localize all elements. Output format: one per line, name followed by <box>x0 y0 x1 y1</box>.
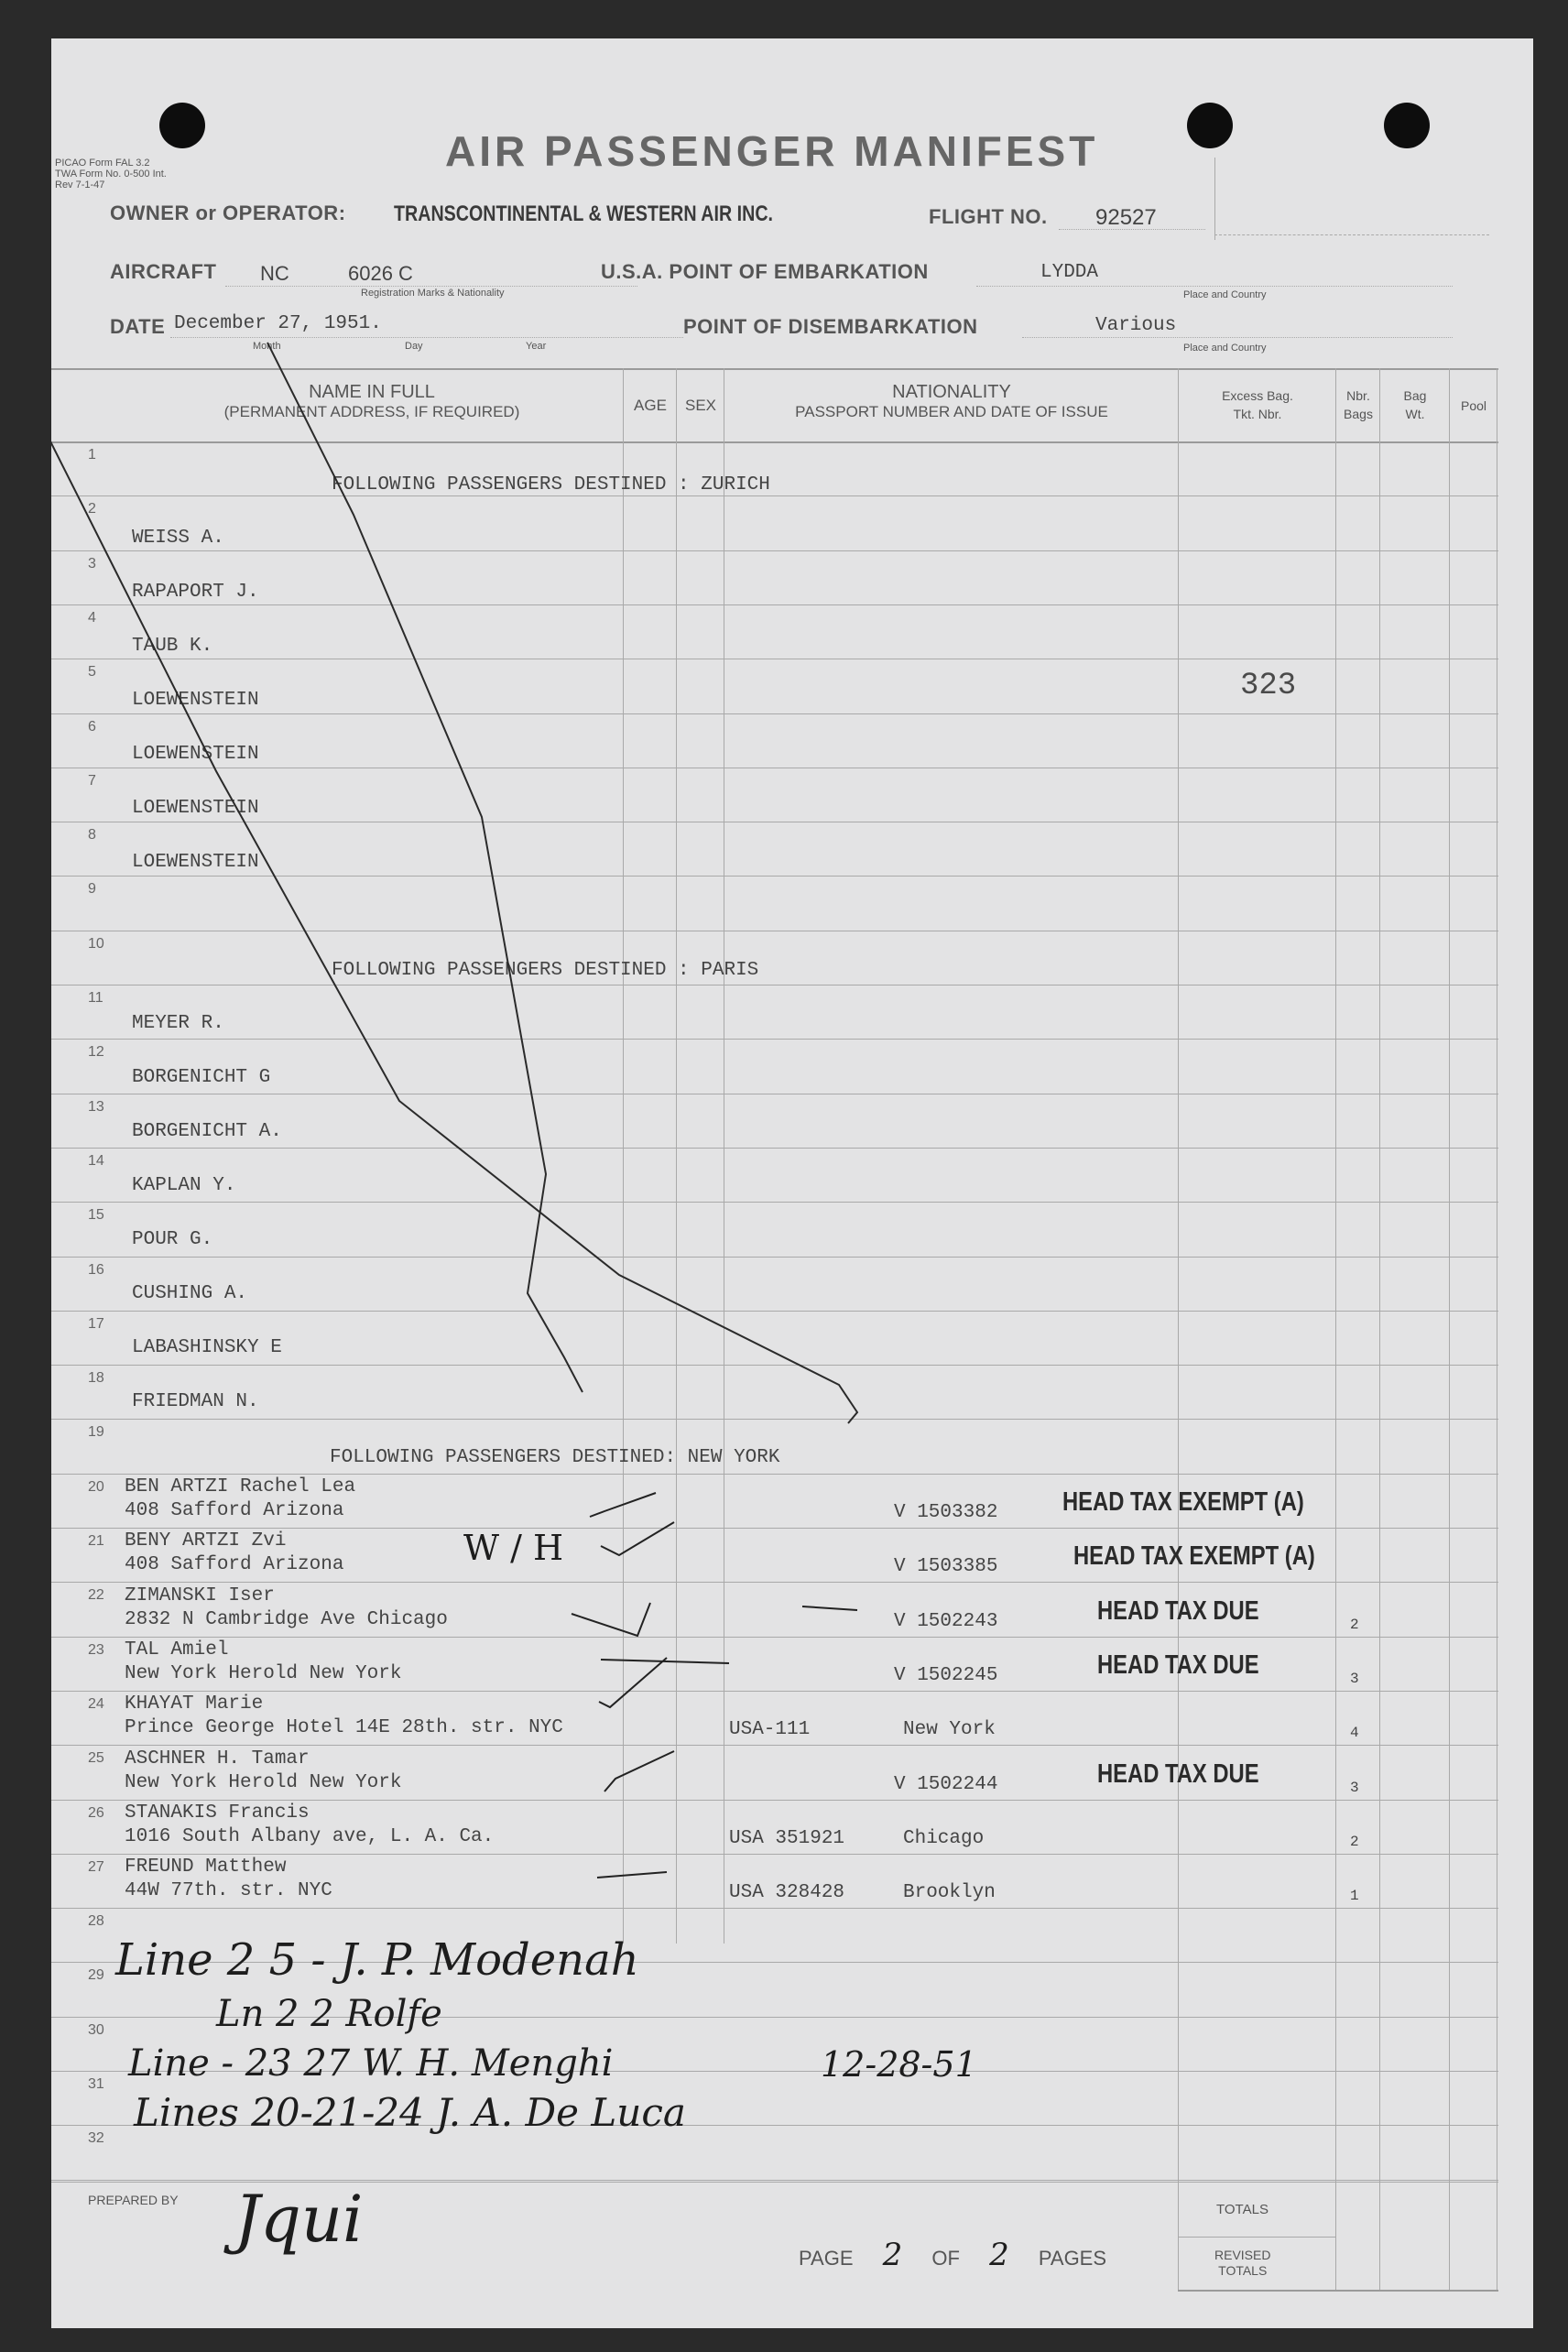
col-header-name: NAME IN FULL (PERMANENT ADDRESS, IF REQUIRED) <box>223 382 520 420</box>
date-label: DATE <box>110 315 166 338</box>
bag-count: 1 <box>1350 1888 1359 1904</box>
form-reference: PICAO Form FAL 3.2 TWA Form No. 0-500 Int. Rev 7-1-47 <box>55 158 167 191</box>
handwritten-note-line22: Ln 2 2 Rolfe <box>216 1993 442 2035</box>
row-number: 22 <box>88 1587 104 1603</box>
col-header-age: AGE <box>634 397 667 414</box>
section-zurich: FOLLOWING PASSENGERS DESTINED : ZURICH <box>332 474 770 495</box>
passenger-name: ZIMANSKI Iser <box>125 1585 275 1606</box>
checkmark <box>599 1658 667 1707</box>
col-header-nationality: NATIONALITY PASSPORT NUMBER AND DATE OF ISSUE <box>795 382 1108 420</box>
passenger-address: Prince George Hotel 14E 28th. str. NYC <box>125 1717 563 1738</box>
col-header-pool: Pool <box>1460 398 1487 413</box>
row-number: 4 <box>88 610 96 626</box>
row-number: 28 <box>88 1913 104 1929</box>
row-number: 30 <box>88 2022 104 2038</box>
row-number: 20 <box>88 1479 104 1495</box>
row-number: 6 <box>88 719 96 735</box>
embarkation-label: U.S.A. POINT OF EMBARKATION <box>601 260 929 283</box>
passenger-address: 1016 South Albany ave, L. A. Ca. <box>125 1826 495 1847</box>
passport-number: V 1502245 <box>894 1665 998 1686</box>
row-number: 19 <box>88 1424 104 1440</box>
passenger-name: BORGENICHT A. <box>132 1121 282 1142</box>
passenger-name: LOEWENSTEIN <box>132 852 259 873</box>
row-number: 16 <box>88 1262 104 1278</box>
excess-baggage-number: 323 <box>1240 669 1297 703</box>
passenger-name: LOEWENSTEIN <box>132 690 259 711</box>
passport-issue-city: Brooklyn <box>903 1882 996 1903</box>
passenger-name: KHAYAT Marie <box>125 1693 264 1715</box>
row-number: 13 <box>88 1099 104 1115</box>
checkmark <box>604 1751 674 1791</box>
passport-issue-city: New York <box>903 1719 996 1740</box>
bag-count: 2 <box>1350 1834 1359 1850</box>
checkmark <box>802 1606 857 1610</box>
passenger-name: WEISS A. <box>132 528 224 549</box>
row-number: 3 <box>88 556 96 572</box>
head-tax-stamp: HEAD TAX EXEMPT (A) <box>1073 1541 1315 1571</box>
passenger-name: LOEWENSTEIN <box>132 798 259 819</box>
col-header-bags: Nbr. Bags <box>1344 388 1373 421</box>
handwritten-note-line23-27: Line - 23 27 W. H. Menghi <box>128 2042 614 2085</box>
passenger-name: POUR G. <box>132 1229 213 1250</box>
bag-count: 3 <box>1350 1780 1359 1796</box>
disembarkation-label: POINT OF DISEMBARKATION <box>683 315 978 338</box>
passenger-address: 2832 N Cambridge Ave Chicago <box>125 1609 448 1630</box>
passenger-name: STANAKIS Francis <box>125 1802 310 1824</box>
passenger-name: BENY ARTZI Zvi <box>125 1530 287 1552</box>
aircraft-label: AIRCRAFT <box>110 260 217 283</box>
head-tax-stamp: HEAD TAX EXEMPT (A) <box>1062 1487 1304 1517</box>
row-number: 29 <box>88 1967 104 1983</box>
page-title: AIR PASSENGER MANIFEST <box>445 127 1099 175</box>
pen-strokes <box>51 38 1533 2328</box>
page-indicator: PAGE 2 OF 2 PAGES <box>799 2237 1107 2273</box>
section-new-york: FOLLOWING PASSENGERS DESTINED: NEW YORK <box>330 1447 780 1468</box>
row-number: 23 <box>88 1642 104 1658</box>
col-header-excess: Excess Bag. Tkt. Nbr. <box>1222 388 1293 421</box>
row-number: 24 <box>88 1696 104 1712</box>
passenger-address: 44W 77th. str. NYC <box>125 1880 332 1901</box>
row-number: 32 <box>88 2130 104 2146</box>
month-caption: Month <box>253 341 281 352</box>
date-value: December 27, 1951. <box>174 313 382 334</box>
passenger-address: New York Herold New York <box>125 1772 402 1793</box>
row-number: 7 <box>88 773 96 789</box>
row-number: 12 <box>88 1044 104 1060</box>
handwritten-wh-mark: W / H <box>463 1528 564 1568</box>
passenger-name: LABASHINSKY E <box>132 1337 282 1358</box>
revised-totals-label: REVISED TOTALS <box>1214 2248 1271 2278</box>
passport-issue-city: Chicago <box>903 1828 985 1849</box>
head-tax-stamp: HEAD TAX DUE <box>1097 1596 1259 1626</box>
passenger-address: 408 Safford Arizona <box>125 1500 344 1521</box>
row-number: 15 <box>88 1207 104 1223</box>
handwritten-date: 12-28-51 <box>821 2044 977 2085</box>
passenger-name: TAUB K. <box>132 636 213 657</box>
bag-count: 4 <box>1350 1725 1359 1741</box>
head-tax-stamp: HEAD TAX DUE <box>1097 1650 1259 1680</box>
passport-number: V 1503385 <box>894 1556 998 1577</box>
passport-number: USA-111 <box>729 1719 811 1740</box>
cross-out-stroke <box>267 343 583 1392</box>
day-caption: Day <box>405 341 423 352</box>
passenger-address: New York Herold New York <box>125 1663 402 1684</box>
passenger-name: LOEWENSTEIN <box>132 744 259 765</box>
row-number: 2 <box>88 501 96 517</box>
row-number: 21 <box>88 1533 104 1549</box>
aircraft-number: 6026 C <box>348 262 413 285</box>
row-number: 18 <box>88 1370 104 1386</box>
col-header-sex: SEX <box>684 397 717 414</box>
row-number: 31 <box>88 2076 104 2092</box>
passenger-name: TAL Amiel <box>125 1639 229 1661</box>
passport-number: V 1503382 <box>894 1502 998 1523</box>
row-number: 17 <box>88 1316 104 1332</box>
passenger-name: KAPLAN Y. <box>132 1175 236 1196</box>
section-paris: FOLLOWING PASSENGERS DESTINED : PARIS <box>332 960 759 981</box>
passenger-name: RAPAPORT J. <box>132 582 259 603</box>
aircraft-prefix: NC <box>260 262 289 285</box>
totals-label: TOTALS <box>1216 2202 1269 2217</box>
preparer-signature: Jqui <box>234 2182 364 2257</box>
passenger-name: BEN ARTZI Rachel Lea <box>125 1476 356 1497</box>
embarkation-value: LYDDA <box>1040 262 1099 283</box>
dash-mark <box>597 1872 667 1878</box>
row-number: 5 <box>88 664 96 680</box>
disembarkation-value: Various <box>1095 315 1177 336</box>
checkmark <box>601 1522 674 1555</box>
row-number: 25 <box>88 1750 104 1766</box>
passenger-name: CUSHING A. <box>132 1283 248 1304</box>
row-number: 27 <box>88 1859 104 1875</box>
handwritten-note-line25: Line 2 5 - J. P. Modenah <box>115 1934 639 1986</box>
row-number: 26 <box>88 1805 104 1821</box>
passport-number: V 1502243 <box>894 1611 998 1632</box>
cross-out-stroke <box>51 425 857 1423</box>
passenger-name: ASCHNER H. Tamar <box>125 1748 310 1769</box>
passenger-name: FRIEDMAN N. <box>132 1391 259 1412</box>
passenger-name: MEYER R. <box>132 1013 224 1034</box>
passenger-name: FREUND Matthew <box>125 1857 287 1878</box>
place-country-caption-2: Place and Country <box>1183 343 1267 354</box>
registration-caption: Registration Marks & Nationality <box>361 288 505 299</box>
head-tax-stamp: HEAD TAX DUE <box>1097 1759 1259 1789</box>
flight-label: FLIGHT NO. <box>929 205 1048 228</box>
operator-value: TRANSCONTINENTAL & WESTERN AIR INC. <box>394 201 774 226</box>
passenger-address: 408 Safford Arizona <box>125 1554 344 1575</box>
row-number: 1 <box>88 447 96 463</box>
place-country-caption: Place and Country <box>1183 289 1267 300</box>
col-header-bag-wt: Bag Wt. <box>1403 388 1427 421</box>
row-number: 8 <box>88 827 96 843</box>
passport-number: USA 328428 <box>729 1882 845 1903</box>
checkmark <box>590 1493 656 1517</box>
row-number: 14 <box>88 1153 104 1169</box>
year-caption: Year <box>526 341 547 352</box>
row-number: 9 <box>88 881 96 897</box>
row-number: 11 <box>88 990 103 1006</box>
prepared-by-label: PREPARED BY <box>88 2193 179 2207</box>
owner-label: OWNER or OPERATOR: <box>110 201 346 224</box>
passenger-name: BORGENICHT G <box>132 1067 271 1088</box>
bag-count: 2 <box>1350 1617 1359 1633</box>
row-number: 10 <box>88 936 104 952</box>
passport-number: V 1502244 <box>894 1774 998 1795</box>
checkmark <box>572 1603 650 1636</box>
flight-number: 92527 <box>1095 205 1157 230</box>
handwritten-note-lines20-21-24: Lines 20-21-24 J. A. De Luca <box>134 2090 686 2135</box>
passport-number: USA 351921 <box>729 1828 845 1849</box>
bag-count: 3 <box>1350 1671 1359 1687</box>
manifest-sheet <box>51 38 1533 2328</box>
